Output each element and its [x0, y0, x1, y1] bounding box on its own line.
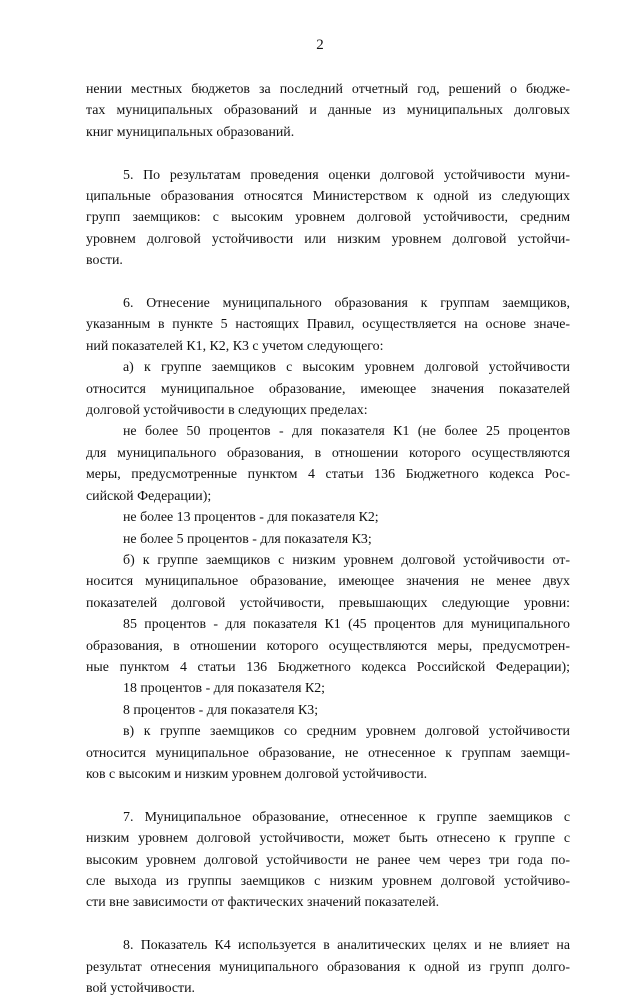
- text-line: б) к группе заемщиков с низким уровнем долговой устойчивости от-: [123, 552, 570, 568]
- text-line: нении местных бюджетов за последний отчетный год, решений о бюдже-: [86, 82, 570, 97]
- text-line: относится муниципальное образование, не отнесенное к группам заемщи-: [86, 745, 570, 761]
- text-line: 8 процентов - для показателя К3;: [123, 702, 319, 718]
- text-line: вости.: [86, 253, 123, 269]
- text-line: меры, предусмотренные пунктом 4 статьи 136 Бюджетного кодекса Рос-: [86, 467, 570, 483]
- document-body: [86, 79, 570, 999]
- paragraph: [86, 293, 570, 785]
- text-line: 6. Отнесение муниципального образования к группам заемщиков,: [123, 296, 570, 312]
- paragraph-gap: [86, 272, 570, 293]
- text-line: 18 процентов - для показателя К2;: [123, 681, 326, 697]
- text-line: ков с высоким и низким уровнем долговой устойчивости.: [86, 766, 428, 782]
- text-line: образования, в отношении которого осуществляются меры, предусмотрен-: [86, 638, 570, 654]
- text-line: книг муниципальных образований.: [86, 124, 295, 140]
- text-line: ципальные образования относятся Министерством к одной из следующих: [86, 189, 570, 205]
- paragraph-gap: [86, 785, 570, 806]
- text-line: сийской Федерации);: [86, 488, 212, 504]
- text-line: 7. Муниципальное образование, отнесенное к группе заемщиков с: [123, 809, 570, 825]
- paragraph: [86, 79, 570, 143]
- text-line: не более 50 процентов - для показателя К1 (не более 25 процентов: [123, 424, 570, 440]
- text-line: долговой устойчивости в следующих пределах:: [86, 403, 368, 419]
- text-line: 85 процентов - для показателя К1 (45 процентов для муниципального: [123, 617, 570, 633]
- text-line: низким уровнем долговой устойчивости, может быть отнесено к группе с: [86, 831, 570, 847]
- text-line: вой устойчивости.: [86, 981, 196, 996]
- paragraph: [86, 935, 570, 999]
- text-line: показателей долговой устойчивости, превышающих следующие уровни:: [86, 595, 570, 611]
- text-line: относится муниципальное образование, имеющее значения показателей: [86, 381, 570, 397]
- text-line: не более 13 процентов - для показателя К2;: [123, 510, 379, 526]
- paragraph-gap: [86, 914, 570, 935]
- text-line: сле выхода из группы заемщиков с низким уровнем долговой устойчиво-: [86, 873, 570, 889]
- text-line: в) к группе заемщиков со средним уровнем долговой устойчивости: [123, 724, 570, 740]
- paragraph-gap: [86, 143, 570, 164]
- text-line: тах муниципальных образований и данные из муниципальных долговых: [86, 103, 570, 119]
- text-line: указанным в пункте 5 настоящих Правил, осуществляется на основе значе-: [86, 317, 570, 333]
- page-number: 2: [316, 37, 324, 53]
- text-line: ные пунктом 4 статьи 136 Бюджетного кодекса Российской Федерации);: [86, 659, 570, 675]
- text-line: результат отнесения муниципального образования к одной из групп долго-: [86, 959, 570, 975]
- paragraph: [86, 165, 570, 272]
- paragraph: [86, 807, 570, 914]
- text-line: сти вне зависимости от фактических значений показателей.: [86, 895, 440, 911]
- text-line: ний показателей К1, К2, К3 с учетом следующего:: [86, 338, 384, 354]
- text-line: а) к группе заемщиков с высоким уровнем долговой устойчивости: [123, 360, 570, 376]
- text-line: уровнем долговой устойчивости или низким уровнем долговой устойчи-: [86, 231, 570, 247]
- text-line: высоким уровнем долговой устойчивости не ранее чем через три года по-: [86, 852, 570, 868]
- text-line: 5. По результатам проведения оценки долговой устойчивости муни-: [123, 167, 570, 183]
- text-line: 8. Показатель К4 используется в аналитических целях и не влияет на: [123, 938, 570, 954]
- text-line: для муниципального образования, в отношении которого осуществляются: [86, 445, 570, 461]
- text-line: не более 5 процентов - для показателя К3;: [123, 531, 372, 547]
- text-line: носится муниципальное образование, имеющее значения не менее двух: [86, 574, 570, 590]
- text-line: групп заемщиков: с высоким уровнем долговой устойчивости, средним: [86, 210, 570, 226]
